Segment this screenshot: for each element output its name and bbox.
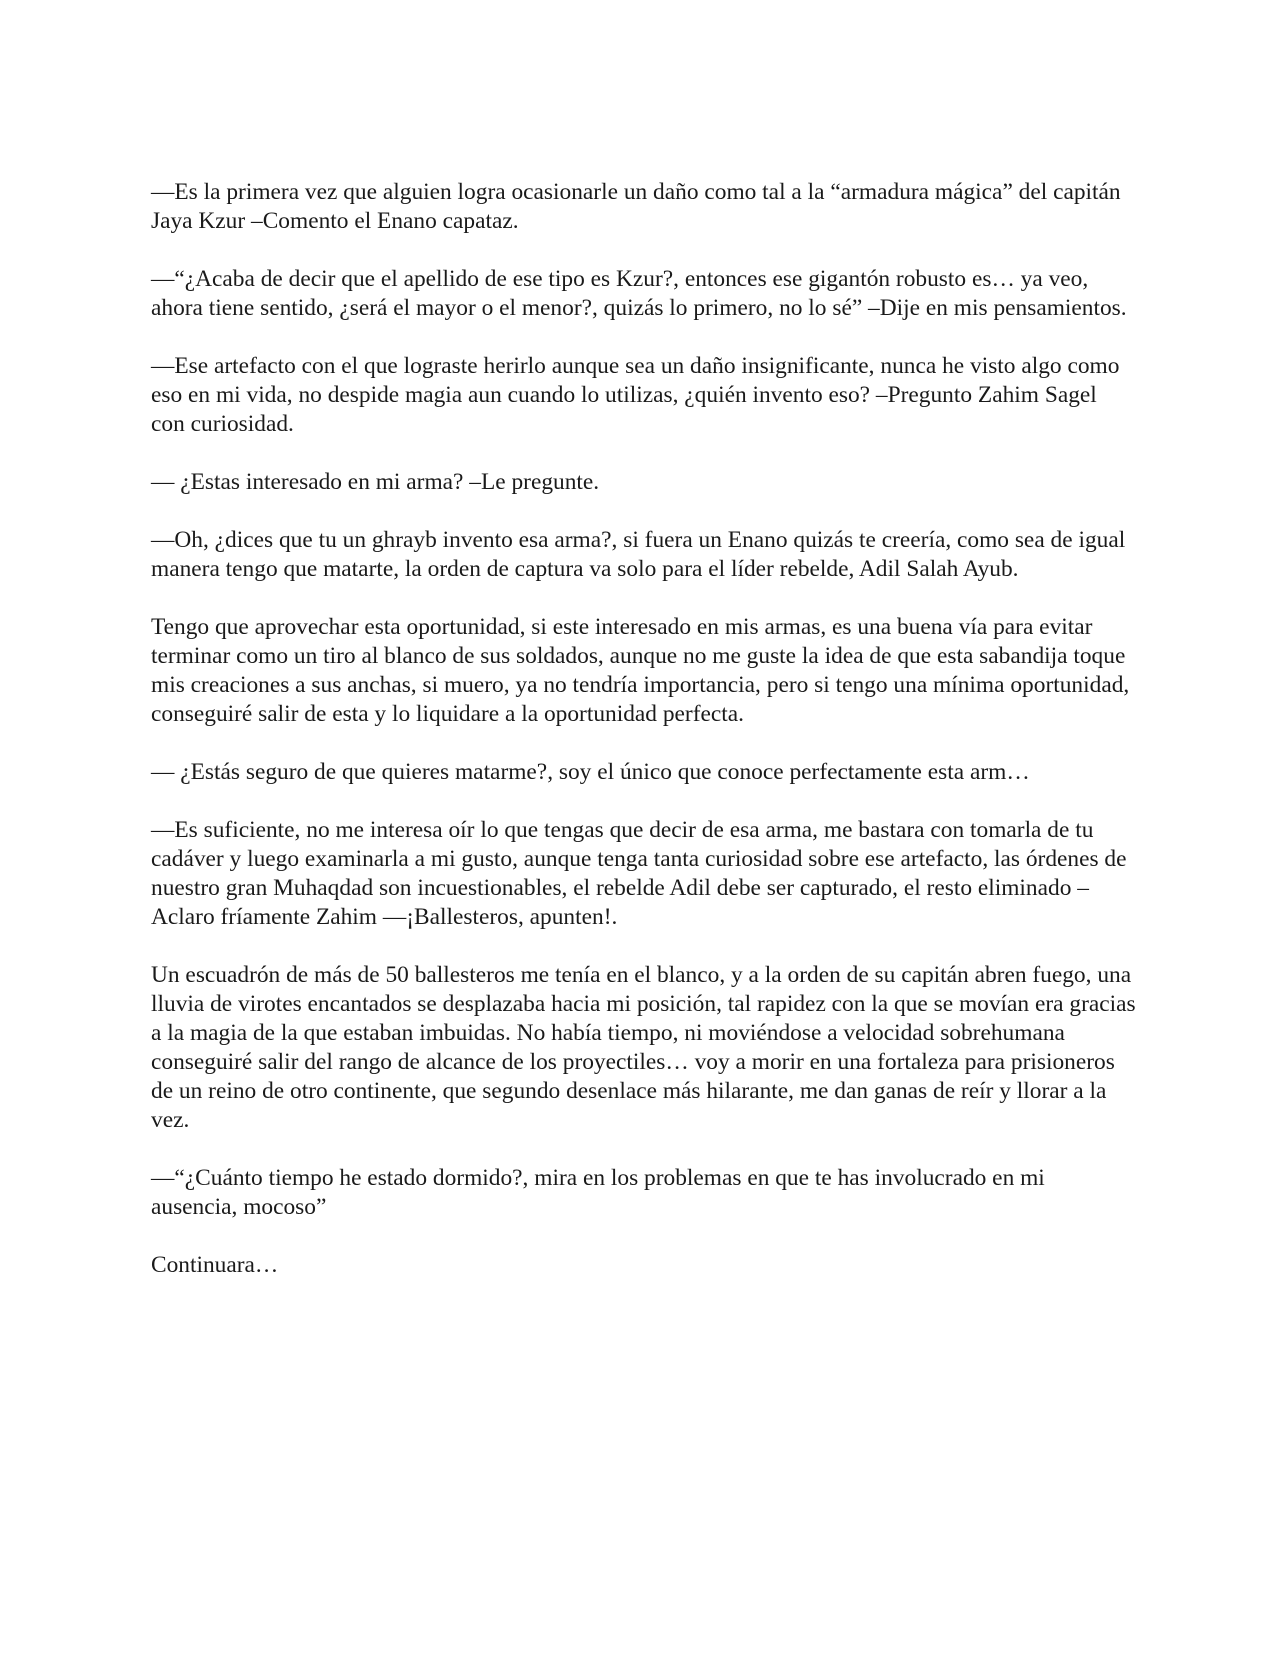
paragraph-dialogue-zahim-artefact: —Ese artefacto con el que lograste herirlo aunque sea un daño insignificante, nunca he visto algo como eso en mi vida, no despide magia aun cuando lo utilizas, ¿quién invento eso? –Pregunto Zahim Sagel con curiosidad. [151,353,1120,437]
paragraph-narration-opportunity: Tengo que aprovechar esta oportunidad, si este interesado en mis armas, es una buena vía para evitar terminar como un tiro al blanco de sus soldados, aunque no me guste la idea de que esta sabandija toque mis creaciones a sus anchas, si muero, ya no tendría importancia, pero si tengo una mínima oportunidad, conseguiré salir de esta y lo liquidare a la oportunidad perfecta. [151,614,1130,727]
paragraph-dialogue-capataz: —Es la primera vez que alguien logra ocasionarle un daño como tal a la “armadura mágica” del capitán Jaya Kzur –Comento el Enano capataz. [151,179,1121,234]
paragraph-dialogue-sure-kill: — ¿Estás seguro de que quieres matarme?, soy el único que conoce perfectamente esta arm… [151,759,1030,785]
paragraph-dialogue-voice: —“¿Cuánto tiempo he estado dormido?, mira en los problemas en que te has involucrado en mi ausencia, mocoso” [151,1165,1045,1220]
paragraph-narration-crossbowmen: Un escuadrón de más de 50 ballesteros me tenía en el blanco, y a la orden de su capitán abren fuego, una lluvia de virotes encantados se desplazaba hacia mi posición, tal rapidez con la que se movían era gracias a la magia de la que estaban imbuidas. No había tiempo, ni moviéndose a velocidad sobrehumana conseguiré salir del rango de alcance de los proyectiles… voy a morir en una fortaleza para prisioneros de un reino de otro continente, que segundo desenlace más hilarante, me dan ganas de reír y llorar a la vez. [151,962,1136,1133]
paragraph-dialogue-zahim-enough: —Es suficiente, no me interesa oír lo que tengas que decir de esa arma, me bastara con tomarla de tu cadáver y luego examinarla a mi gusto, aunque tenga tanta curiosidad sobre ese artefacto, las órdenes de nuestro gran Muhaqdad son incuestionables, el rebelde Adil debe ser capturado, el resto eliminado –Aclaro fríamente Zahim —¡Ballesteros, apunten!. [151,817,1127,930]
paragraph-dialogue-zahim-order: —Oh, ¿dices que tu un ghrayb invento esa arma?, si fuera un Enano quizás te creería, como sea de igual manera tengo que matarte, la orden de captura va solo para el líder rebelde, Adil Salah Ayub. [151,527,1126,582]
paragraph-continuara: Continuara… [151,1252,279,1278]
paragraph-dialogue-question-weapon: — ¿Estas interesado en mi arma? –Le pregunte. [151,469,600,495]
paragraph-thought-kzur: —“¿Acaba de decir que el apellido de ese tipo es Kzur?, entonces ese gigantón robusto es… ya veo, ahora tiene sentido, ¿será el mayor o el menor?, quizás lo primero, no lo sé” –Dije en mis pensamientos. [151,266,1127,321]
document-body [151,178,1136,1309]
